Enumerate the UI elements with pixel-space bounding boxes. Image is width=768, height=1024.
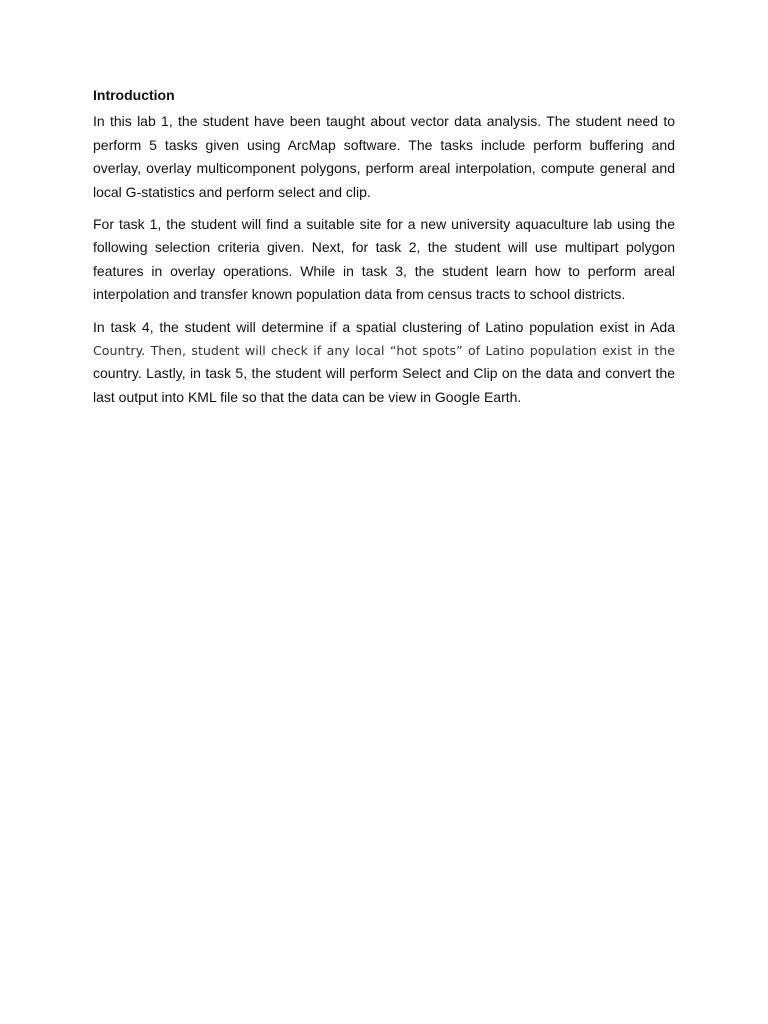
paragraph-tasks-1-3: For task 1, the student will find a suitable site for a new university aquaculture lab using the following selection criteria given. Next, for task 2, the student will use multipart polygon features in overlay operations. While in task 3, the student learn how to perform areal interpolation and transfer known population data from census tracts to school districts. — [93, 216, 675, 303]
paragraph-tasks-4-5-part2: Country. Then, student will check if any local “hot spots” of Latino population exist in the — [93, 343, 675, 359]
paragraph-tasks-4-5-part1: In task 4, the student will determine if a spatial clustering of Latino population exist in Ada — [93, 318, 675, 335]
paragraph-tasks-4-5-part3: country. Lastly, in task 5, the student will perform Select and Clip on the data and convert the last output into KML file so that the data can be view in Google Earth. — [93, 365, 675, 405]
section-heading: Introduction — [93, 87, 175, 103]
paragraph-intro: In this lab 1, the student have been taught about vector data analysis. The student need to perform 5 tasks given using ArcMap software. The tasks include perform buffering and overlay, overlay multicomponent polygons, perform areal interpolation, compute general and local G-statistics and perform select and clip. — [93, 113, 675, 200]
paragraph-tasks-4-5 — [93, 316, 675, 410]
document-body — [93, 84, 675, 418]
